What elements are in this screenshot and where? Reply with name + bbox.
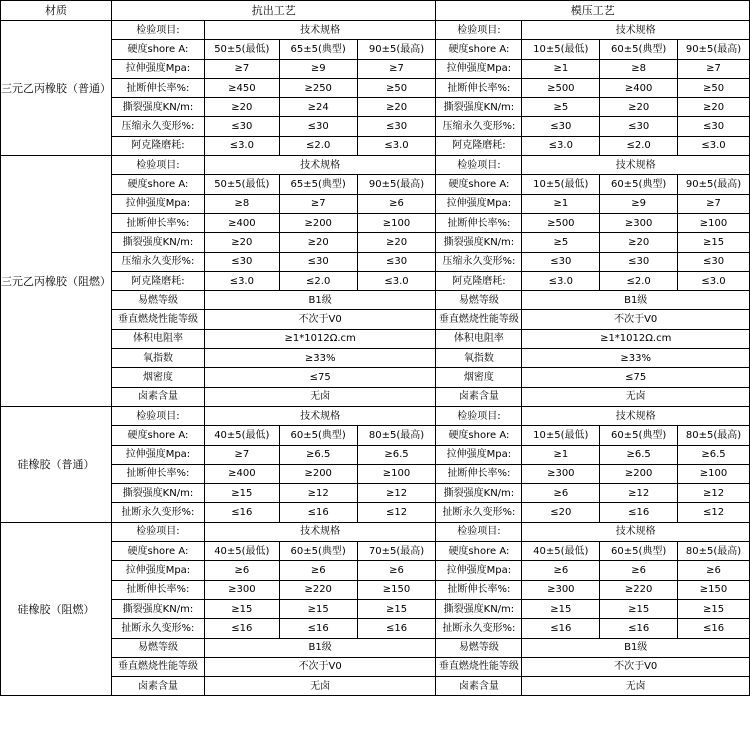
table-row <box>1 406 750 425</box>
table-row <box>1 21 750 40</box>
item-label: 硬度shore A: <box>112 426 205 445</box>
item-label: 扯断伸长率%: <box>436 213 522 232</box>
table-row <box>1 522 750 541</box>
extrusion-value: ≤30 <box>279 252 357 271</box>
table-row <box>1 484 750 503</box>
extrusion-value: ≥20 <box>357 98 436 117</box>
extrusion-value: 70±5(最高) <box>357 542 436 561</box>
extrusion-value: ≤16 <box>279 619 357 638</box>
extrusion-value: ≥15 <box>204 484 279 503</box>
molding-value: ≤20 <box>522 503 600 522</box>
extrusion-value: 40±5(最低) <box>204 426 279 445</box>
molding-value: ≥1 <box>522 59 600 78</box>
extrusion-value: ≤3.0 <box>357 136 436 155</box>
molding-value: ≥6 <box>522 561 600 580</box>
item-label: 拉伸强度Mpa: <box>112 59 205 78</box>
tech-spec-header: 技术规格 <box>204 406 436 425</box>
table-row <box>1 599 750 618</box>
extrusion-value: ≥24 <box>279 98 357 117</box>
molding-value: 无卤 <box>522 387 750 406</box>
item-label: 阿克隆磨耗: <box>436 136 522 155</box>
extrusion-value: 65±5(典型) <box>279 175 357 194</box>
molding-value: ≥12 <box>600 484 678 503</box>
item-label: 扯断伸长率%: <box>436 78 522 97</box>
molding-value: ≤30 <box>522 117 600 136</box>
inspection-item-header: 检验项目: <box>112 156 205 175</box>
molding-value: ≤2.0 <box>600 271 678 290</box>
molding-value: 60±5(典型) <box>600 175 678 194</box>
molding-value: 10±5(最低) <box>522 175 600 194</box>
molding-value: ≥200 <box>600 464 678 483</box>
extrusion-value: ≤3.0 <box>357 271 436 290</box>
item-label: 扯断伸长率%: <box>112 464 205 483</box>
molding-value: ≤3.0 <box>522 271 600 290</box>
extrusion-value: ≥15 <box>204 599 279 618</box>
item-label: 硬度shore A: <box>112 175 205 194</box>
item-label: 拉伸强度Mpa: <box>436 561 522 580</box>
item-label: 撕裂强度KN/m: <box>112 599 205 618</box>
item-label: 扯断伸长率%: <box>436 580 522 599</box>
item-label: 拉伸强度Mpa: <box>112 194 205 213</box>
molding-value: 60±5(典型) <box>600 542 678 561</box>
table-row <box>1 136 750 155</box>
extrusion-value: ≥15 <box>357 599 436 618</box>
item-label: 硬度shore A: <box>436 542 522 561</box>
molding-value: ≤3.0 <box>678 271 750 290</box>
molding-value: ≥400 <box>600 78 678 97</box>
inspection-item-header: 检验项目: <box>112 522 205 541</box>
molding-value: ≥100 <box>678 213 750 232</box>
molding-value: ≤30 <box>600 252 678 271</box>
extrusion-value: ≤16 <box>204 619 279 638</box>
item-label: 压缩永久变形%: <box>436 252 522 271</box>
extrusion-value: ≥6.5 <box>357 445 436 464</box>
extrusion-value: ≥200 <box>279 464 357 483</box>
molding-value: ≤16 <box>600 503 678 522</box>
table-row <box>1 561 750 580</box>
extrusion-value: ≥33% <box>204 349 436 368</box>
extrusion-value: ≤16 <box>279 503 357 522</box>
item-label: 扯断永久变形%: <box>112 503 205 522</box>
molding-value: ≤16 <box>678 619 750 638</box>
extrusion-value: 80±5(最高) <box>357 426 436 445</box>
table-row <box>1 426 750 445</box>
molding-value: ≥220 <box>600 580 678 599</box>
item-label: 卤素含量 <box>112 677 205 696</box>
item-label: 易燃等级 <box>112 638 205 657</box>
extrusion-value: ≥100 <box>357 213 436 232</box>
inspection-item-header: 检验项目: <box>436 522 522 541</box>
extrusion-value: ≤30 <box>204 252 279 271</box>
molding-value: 80±5(最高) <box>678 426 750 445</box>
item-label: 扯断伸长率%: <box>112 78 205 97</box>
extrusion-value: 不次于V0 <box>204 310 436 329</box>
item-label: 扯断永久变形%: <box>112 619 205 638</box>
molding-value: 90±5(最高) <box>678 40 750 59</box>
molding-value: ≥33% <box>522 349 750 368</box>
extrusion-value: ≥12 <box>357 484 436 503</box>
extrusion-value: ≥300 <box>204 580 279 599</box>
item-label: 硬度shore A: <box>112 542 205 561</box>
molding-value: B1级 <box>522 291 750 310</box>
table-row <box>1 580 750 599</box>
item-label: 撕裂强度KN/m: <box>436 98 522 117</box>
item-label: 卤素含量 <box>112 387 205 406</box>
item-label: 易燃等级 <box>436 291 522 310</box>
molding-value: 10±5(最低) <box>522 40 600 59</box>
item-label: 氧指数 <box>436 349 522 368</box>
extrusion-value: ≥15 <box>279 599 357 618</box>
molding-value: ≤75 <box>522 368 750 387</box>
extrusion-value: ≥20 <box>279 233 357 252</box>
molding-value: ≤30 <box>600 117 678 136</box>
item-label: 扯断伸长率%: <box>112 580 205 599</box>
tech-spec-header: 技术规格 <box>204 156 436 175</box>
tech-spec-header: 技术规格 <box>522 522 750 541</box>
table-row <box>1 349 750 368</box>
table-row <box>1 638 750 657</box>
molding-value: ≤16 <box>522 619 600 638</box>
item-label: 氧指数 <box>112 349 205 368</box>
item-label: 体积电阻率 <box>112 329 205 348</box>
item-label: 拉伸强度Mpa: <box>436 194 522 213</box>
molding-value: ≥6 <box>600 561 678 580</box>
inspection-item-header: 检验项目: <box>112 21 205 40</box>
extrusion-value: ≤3.0 <box>204 271 279 290</box>
molding-value: ≥1 <box>522 445 600 464</box>
extrusion-value: ≥8 <box>204 194 279 213</box>
item-label: 压缩永久变形%: <box>436 117 522 136</box>
extrusion-value: ≥20 <box>357 233 436 252</box>
molding-value: ≤3.0 <box>522 136 600 155</box>
item-label: 拉伸强度Mpa: <box>436 59 522 78</box>
table-row <box>1 213 750 232</box>
extrusion-value: 60±5(典型) <box>279 542 357 561</box>
extrusion-value: ≥20 <box>204 98 279 117</box>
extrusion-value: ≥50 <box>357 78 436 97</box>
table-row <box>1 310 750 329</box>
extrusion-value: 60±5(典型) <box>279 426 357 445</box>
item-label: 烟密度 <box>112 368 205 387</box>
extrusion-value: 90±5(最高) <box>357 40 436 59</box>
extrusion-value: ≥7 <box>357 59 436 78</box>
tech-spec-header: 技术规格 <box>204 21 436 40</box>
extrusion-value: ≤2.0 <box>279 271 357 290</box>
molding-value: ≥300 <box>522 464 600 483</box>
item-label: 扯断永久变形%: <box>436 619 522 638</box>
table-row <box>1 233 750 252</box>
extrusion-value: ≥450 <box>204 78 279 97</box>
item-label: 易燃等级 <box>436 638 522 657</box>
table-row <box>1 619 750 638</box>
extrusion-value: 无卤 <box>204 677 436 696</box>
header-material: 材质 <box>1 1 112 21</box>
item-label: 撕裂强度KN/m: <box>112 233 205 252</box>
table-row <box>1 252 750 271</box>
molding-value: ≤30 <box>678 117 750 136</box>
extrusion-value: ≥7 <box>279 194 357 213</box>
item-label: 硬度shore A: <box>436 40 522 59</box>
item-label: 垂直燃烧性能等级 <box>112 310 205 329</box>
header-molding: 模压工艺 <box>436 1 750 21</box>
tech-spec-header: 技术规格 <box>522 156 750 175</box>
molding-value: ≥15 <box>522 599 600 618</box>
extrusion-value: 50±5(最低) <box>204 175 279 194</box>
extrusion-value: 40±5(最低) <box>204 542 279 561</box>
molding-value: ≤12 <box>678 503 750 522</box>
molding-value: ≥15 <box>678 599 750 618</box>
table-row <box>1 156 750 175</box>
table-row <box>1 291 750 310</box>
header-row <box>1 1 750 21</box>
item-label: 垂直燃烧性能等级 <box>436 657 522 676</box>
item-label: 硬度shore A: <box>436 426 522 445</box>
molding-value: 不次于V0 <box>522 310 750 329</box>
item-label: 烟密度 <box>436 368 522 387</box>
extrusion-value: ≥6 <box>357 194 436 213</box>
inspection-item-header: 检验项目: <box>112 406 205 425</box>
molding-value: 90±5(最高) <box>678 175 750 194</box>
item-label: 硬度shore A: <box>112 40 205 59</box>
material-cell: 三元乙丙橡胶（普通） <box>1 21 112 156</box>
extrusion-value: ≤3.0 <box>204 136 279 155</box>
table-row <box>1 40 750 59</box>
table-row <box>1 78 750 97</box>
table-row <box>1 175 750 194</box>
extrusion-value: ≤75 <box>204 368 436 387</box>
item-label: 体积电阻率 <box>436 329 522 348</box>
item-label: 阿克隆磨耗: <box>112 271 205 290</box>
extrusion-value: ≥6 <box>357 561 436 580</box>
molding-value: ≥6.5 <box>678 445 750 464</box>
table-row <box>1 98 750 117</box>
item-label: 垂直燃烧性能等级 <box>112 657 205 676</box>
extrusion-value: 无卤 <box>204 387 436 406</box>
molding-value: ≥9 <box>600 194 678 213</box>
item-label: 硬度shore A: <box>436 175 522 194</box>
inspection-item-header: 检验项目: <box>436 406 522 425</box>
extrusion-value: 50±5(最低) <box>204 40 279 59</box>
extrusion-value: ≤30 <box>357 117 436 136</box>
extrusion-value: B1级 <box>204 638 436 657</box>
table-row <box>1 271 750 290</box>
molding-value: ≥15 <box>600 599 678 618</box>
extrusion-value: ≥9 <box>279 59 357 78</box>
extrusion-value: 65±5(典型) <box>279 40 357 59</box>
header-extrusion: 抗出工艺 <box>112 1 436 21</box>
item-label: 撕裂强度KN/m: <box>436 599 522 618</box>
item-label: 扯断伸长率%: <box>112 213 205 232</box>
molding-value: ≥6 <box>678 561 750 580</box>
extrusion-value: ≥7 <box>204 445 279 464</box>
item-label: 撕裂强度KN/m: <box>436 484 522 503</box>
item-label: 拉伸强度Mpa: <box>112 445 205 464</box>
extrusion-value: ≥6.5 <box>279 445 357 464</box>
item-label: 压缩永久变形%: <box>112 117 205 136</box>
table-row <box>1 194 750 213</box>
table-row <box>1 464 750 483</box>
extrusion-value: ≥100 <box>357 464 436 483</box>
table-row <box>1 59 750 78</box>
extrusion-value: 不次于V0 <box>204 657 436 676</box>
item-label: 拉伸强度Mpa: <box>436 445 522 464</box>
extrusion-value: ≥12 <box>279 484 357 503</box>
molding-value: 不次于V0 <box>522 657 750 676</box>
extrusion-value: 90±5(最高) <box>357 175 436 194</box>
molding-value: ≥20 <box>600 98 678 117</box>
molding-value: 10±5(最低) <box>522 426 600 445</box>
tech-spec-header: 技术规格 <box>204 522 436 541</box>
item-label: 撕裂强度KN/m: <box>112 98 205 117</box>
table-row <box>1 445 750 464</box>
molding-value: ≥20 <box>600 233 678 252</box>
molding-value: ≥12 <box>678 484 750 503</box>
molding-value: ≥7 <box>678 194 750 213</box>
molding-value: ≤30 <box>522 252 600 271</box>
item-label: 阿克隆磨耗: <box>112 136 205 155</box>
item-label: 撕裂强度KN/m: <box>436 233 522 252</box>
table-row <box>1 503 750 522</box>
molding-value: ≤30 <box>678 252 750 271</box>
molding-value: ≥15 <box>678 233 750 252</box>
extrusion-value: ≤16 <box>204 503 279 522</box>
molding-value: ≥20 <box>678 98 750 117</box>
item-label: 阿克隆磨耗: <box>436 271 522 290</box>
table-row <box>1 677 750 696</box>
extrusion-value: ≥400 <box>204 213 279 232</box>
extrusion-value: ≤30 <box>357 252 436 271</box>
item-label: 垂直燃烧性能等级 <box>436 310 522 329</box>
molding-value: B1级 <box>522 638 750 657</box>
spec-table-body <box>1 1 750 696</box>
molding-value: ≥50 <box>678 78 750 97</box>
extrusion-value: ≥220 <box>279 580 357 599</box>
extrusion-value: ≥1*1012Ω.cm <box>204 329 436 348</box>
item-label: 易燃等级 <box>112 291 205 310</box>
extrusion-value: ≥6 <box>204 561 279 580</box>
extrusion-value: ≤16 <box>357 619 436 638</box>
extrusion-value: ≥400 <box>204 464 279 483</box>
molding-value: 60±5(典型) <box>600 40 678 59</box>
extrusion-value: ≥150 <box>357 580 436 599</box>
molding-value: 60±5(典型) <box>600 426 678 445</box>
molding-value: 无卤 <box>522 677 750 696</box>
molding-value: ≥8 <box>600 59 678 78</box>
molding-value: ≥150 <box>678 580 750 599</box>
tech-spec-header: 技术规格 <box>522 21 750 40</box>
item-label: 卤素含量 <box>436 387 522 406</box>
molding-value: ≥7 <box>678 59 750 78</box>
table-row <box>1 657 750 676</box>
table-row <box>1 329 750 348</box>
molding-value: ≥300 <box>522 580 600 599</box>
molding-value: 40±5(最低) <box>522 542 600 561</box>
molding-value: ≥300 <box>600 213 678 232</box>
item-label: 拉伸强度Mpa: <box>112 561 205 580</box>
material-cell: 三元乙丙橡胶（阻燃） <box>1 156 112 407</box>
item-label: 压缩永久变形%: <box>112 252 205 271</box>
item-label: 扯断永久变形%: <box>436 503 522 522</box>
table-row <box>1 387 750 406</box>
material-cell: 硅橡胶（阻燃） <box>1 522 112 696</box>
table-row <box>1 117 750 136</box>
molding-value: ≥500 <box>522 213 600 232</box>
extrusion-value: ≤2.0 <box>279 136 357 155</box>
extrusion-value: ≤12 <box>357 503 436 522</box>
inspection-item-header: 检验项目: <box>436 21 522 40</box>
molding-value: 80±5(最高) <box>678 542 750 561</box>
item-label: 扯断伸长率%: <box>436 464 522 483</box>
extrusion-value: ≤30 <box>279 117 357 136</box>
extrusion-value: ≥6 <box>279 561 357 580</box>
item-label: 卤素含量 <box>436 677 522 696</box>
molding-value: ≥5 <box>522 233 600 252</box>
item-label: 撕裂强度KN/m: <box>112 484 205 503</box>
molding-value: ≥5 <box>522 98 600 117</box>
extrusion-value: ≥20 <box>204 233 279 252</box>
table-row <box>1 368 750 387</box>
tech-spec-header: 技术规格 <box>522 406 750 425</box>
molding-value: ≥100 <box>678 464 750 483</box>
extrusion-value: ≤30 <box>204 117 279 136</box>
extrusion-value: ≥7 <box>204 59 279 78</box>
molding-value: ≤2.0 <box>600 136 678 155</box>
material-cell: 硅橡胶（普通） <box>1 406 112 522</box>
table-row <box>1 542 750 561</box>
extrusion-value: ≥250 <box>279 78 357 97</box>
extrusion-value: B1级 <box>204 291 436 310</box>
molding-value: ≤3.0 <box>678 136 750 155</box>
molding-value: ≥6 <box>522 484 600 503</box>
extrusion-value: ≥200 <box>279 213 357 232</box>
molding-value: ≥1 <box>522 194 600 213</box>
molding-value: ≥500 <box>522 78 600 97</box>
molding-value: ≥1*1012Ω.cm <box>522 329 750 348</box>
inspection-item-header: 检验项目: <box>436 156 522 175</box>
molding-value: ≤16 <box>600 619 678 638</box>
molding-value: ≥6.5 <box>600 445 678 464</box>
